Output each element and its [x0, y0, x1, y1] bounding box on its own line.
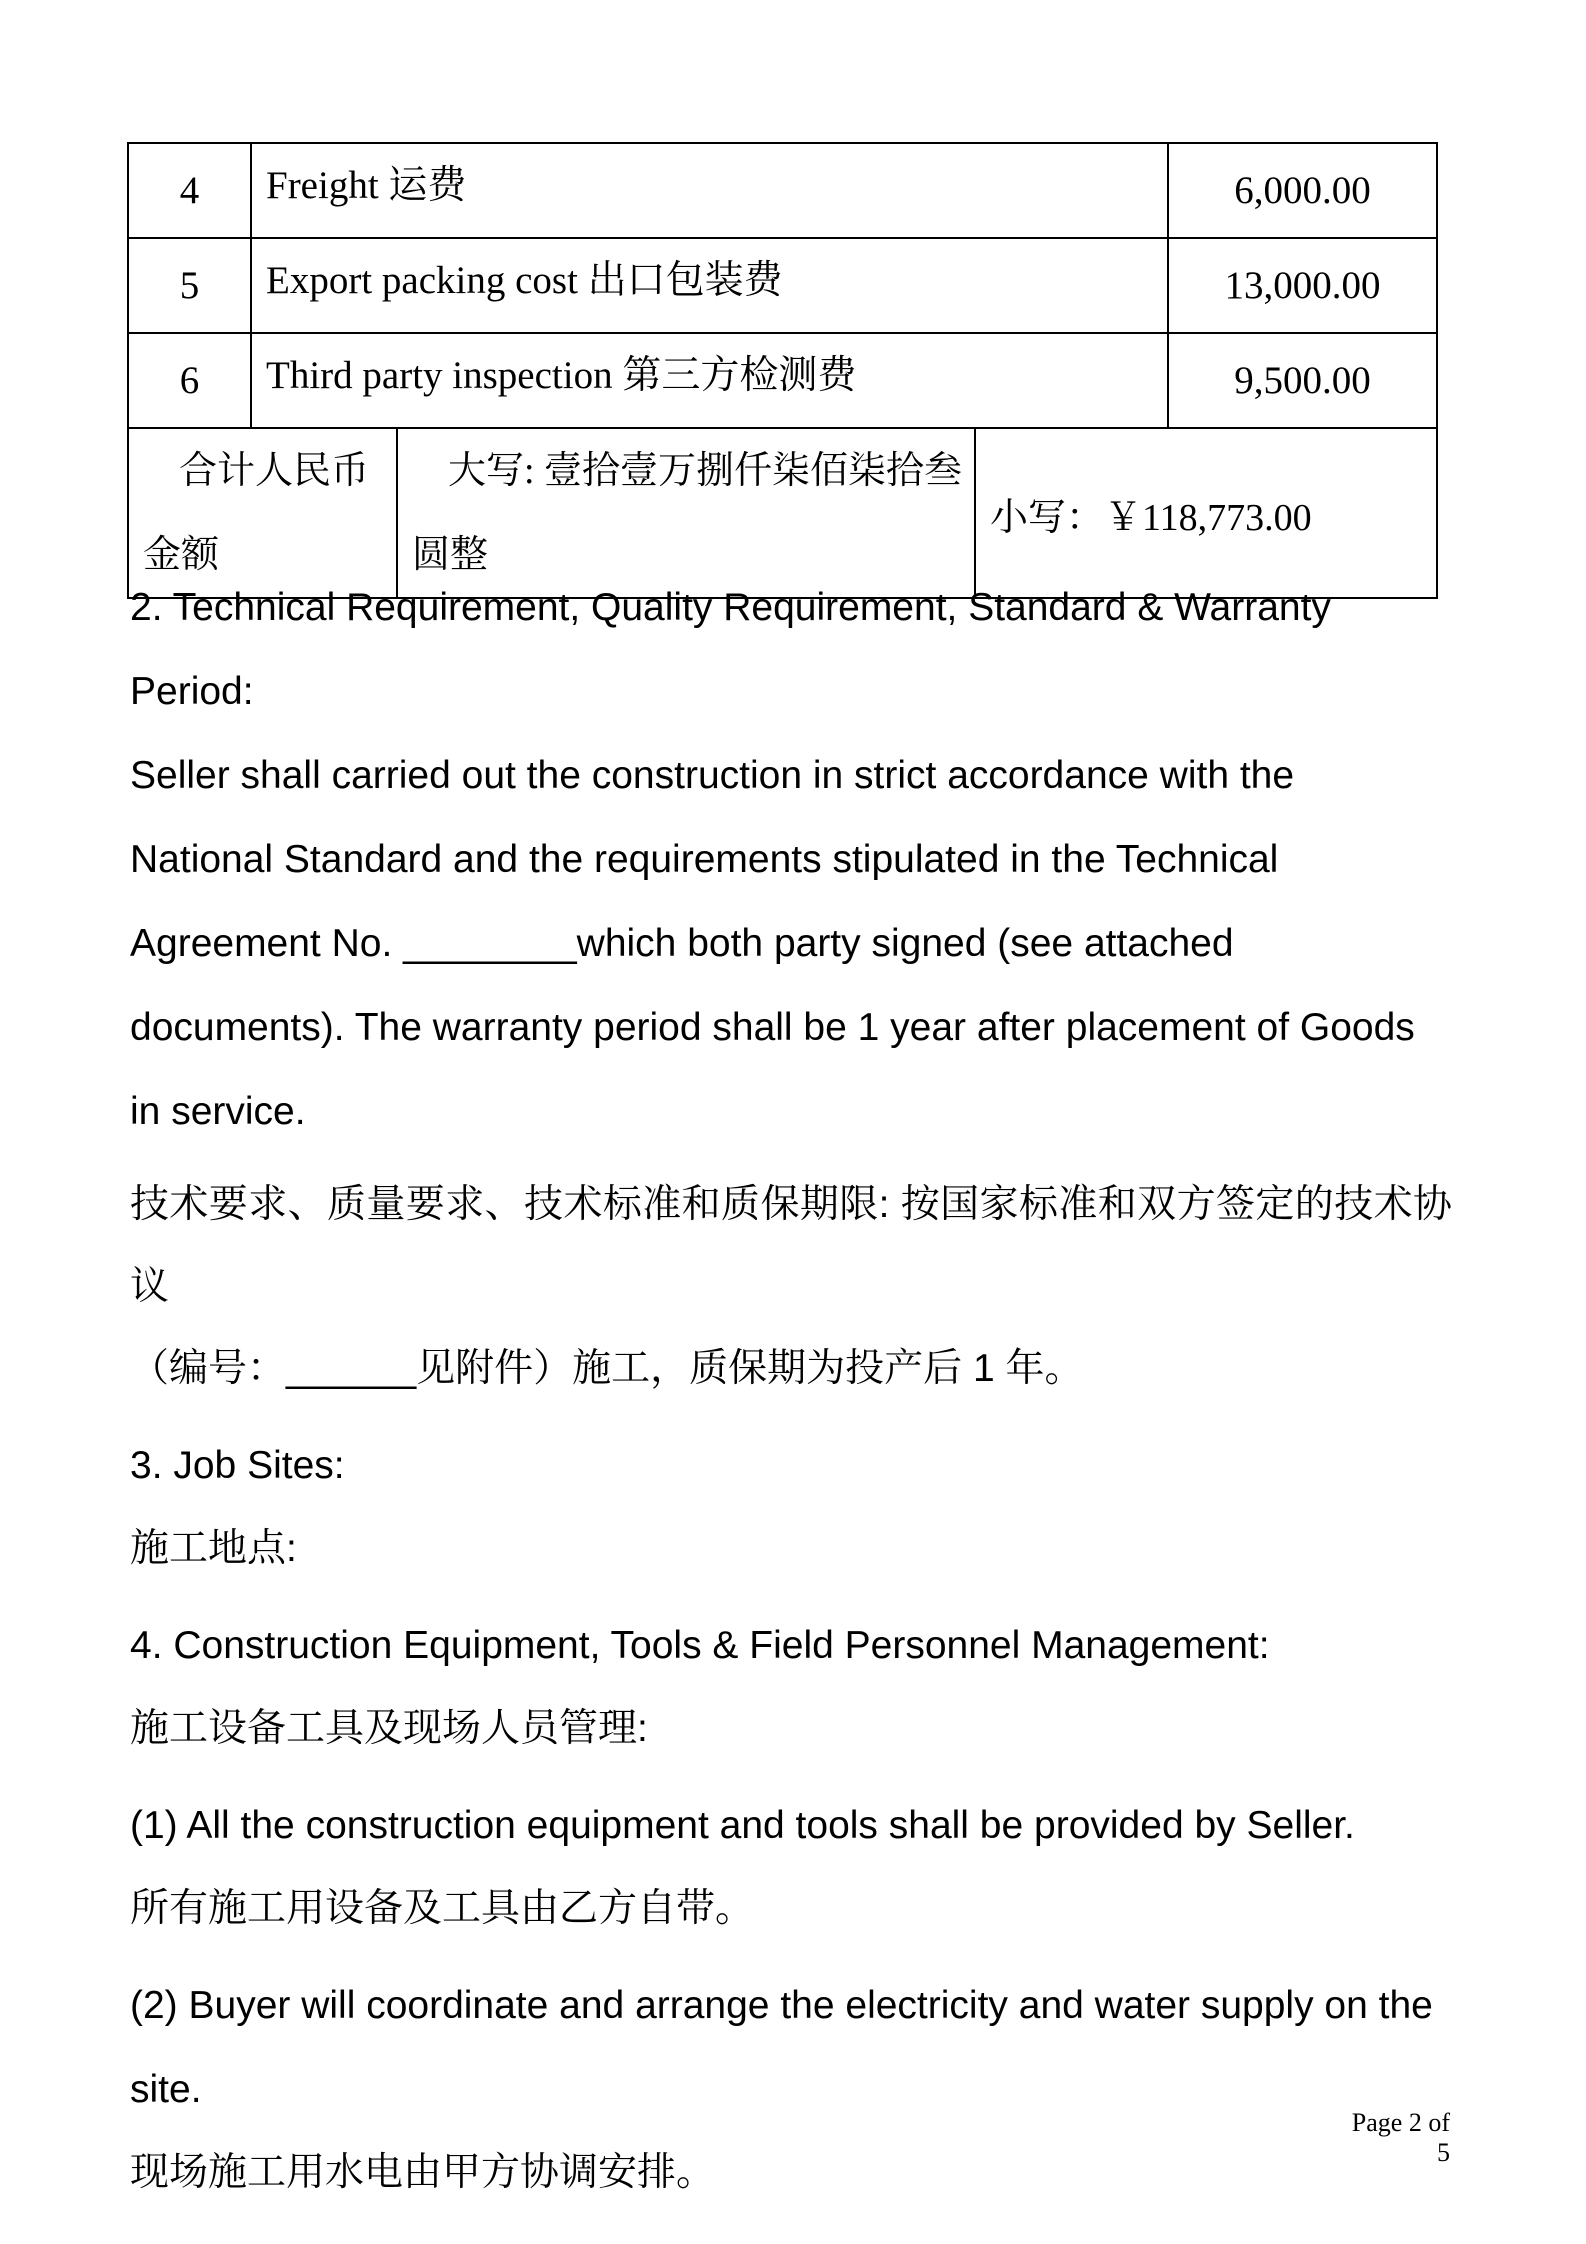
table-row: [128, 333, 1437, 428]
total-label-line2: 金额: [143, 534, 220, 576]
section-2-heading-line1: 2. Technical Requirement, Quality Requirement, Standard & Warranty: [130, 586, 1331, 629]
section-2-en-line3: Agreement No. ________which both party signed (see attached: [130, 922, 1234, 965]
item-amount: 13,000.00: [1168, 238, 1437, 333]
section-4-chinese-heading: 施工设备工具及现场人员管理:: [130, 1707, 648, 1750]
total-amount-in-figures: 小写：￥118,773.00: [975, 428, 1437, 598]
section-4-item-2-en-line2: site.: [130, 2068, 202, 2111]
section-2-heading-line2: Period:: [130, 670, 254, 713]
table-row: [128, 143, 1437, 238]
section-2-cn-line2: （编号：______见附件）施工，质保期为投产后 1 年。: [130, 1347, 1084, 1390]
item-number: 4: [128, 143, 251, 238]
item-number: 5: [128, 238, 251, 333]
contract-body: [130, 566, 1452, 2214]
section-4-item-2-english: [130, 1964, 1452, 2132]
section-2-en-line2: National Standard and the requirements stipulated in the Technical: [130, 838, 1279, 881]
section-4-item-2-en-line1: (2) Buyer will coordinate and arrange the electricity and water supply on the: [130, 1984, 1433, 2027]
section-4-heading: 4. Construction Equipment, Tools & Field Personnel Management:: [130, 1624, 1270, 1667]
section-2-en-line4: documents). The warranty period shall be 1 year after placement of Goods: [130, 1006, 1415, 1049]
section-4-item-1-english: (1) All the construction equipment and tools shall be provided by Seller.: [130, 1804, 1355, 1847]
table-row: [128, 238, 1437, 333]
section-3-heading: 3. Job Sites:: [130, 1444, 345, 1487]
section-3-chinese-text: 施工地点:: [130, 1527, 297, 1570]
section-2-en-line1: Seller shall carried out the construction in strict accordance with the: [130, 754, 1295, 797]
item-amount: 6,000.00: [1168, 143, 1437, 238]
section-2-heading: [130, 566, 1452, 734]
item-description: Freight 运费: [251, 143, 1168, 238]
item-description: Third party inspection 第三方检测费: [251, 333, 1168, 428]
page-number: Page 2 of 5: [1351, 2108, 1450, 2167]
section-2-english-text: [130, 734, 1452, 1154]
price-table: [127, 142, 1438, 599]
section-4-item-1-chinese: 所有施工用设备及工具由乙方自带。: [130, 1887, 755, 1930]
item-number: 6: [128, 333, 251, 428]
total-words-line2: 圆整: [412, 534, 489, 576]
item-amount: 9,500.00: [1168, 333, 1437, 428]
section-4-item-2-chinese: 现场施工用水电由甲方协调安排。: [130, 2151, 716, 2194]
section-2-en-line5: in service.: [130, 1090, 306, 1133]
section-2-chinese-text: [130, 1164, 1452, 1410]
total-words-line1: 大写: 壹拾壹万捌仟柒佰柒拾叁: [448, 450, 963, 492]
total-label-line1: 合计人民币: [179, 450, 370, 492]
item-description: Export packing cost 出口包装费: [251, 238, 1168, 333]
section-2-cn-line1: 技术要求、质量要求、技术标准和质保期限: 按国家标准和双方签定的技术协议: [130, 1183, 1452, 1308]
